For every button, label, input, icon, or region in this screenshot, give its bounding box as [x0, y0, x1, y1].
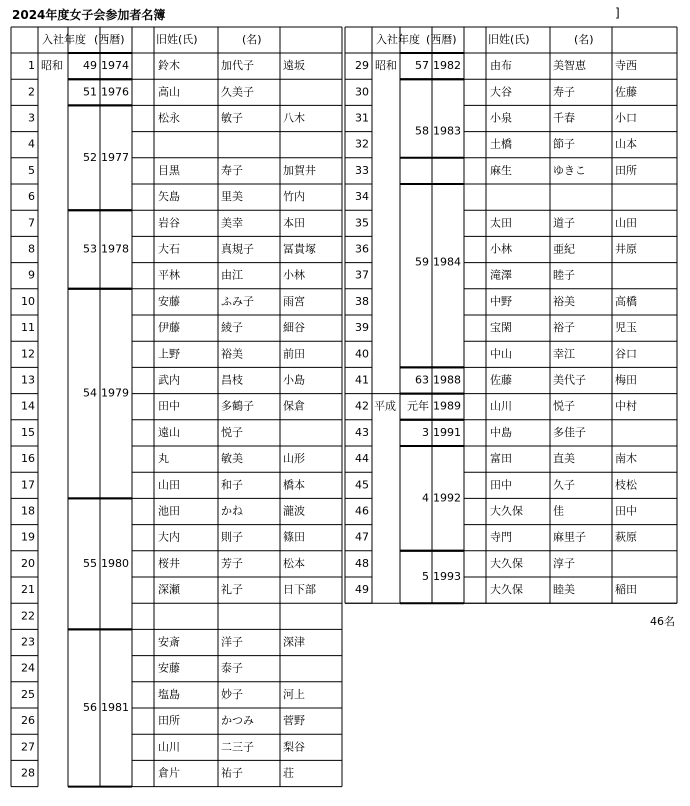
- given-name-cell: 芳子: [221, 556, 243, 570]
- given-name-cell: 和子: [221, 478, 243, 492]
- current-surname-cell: 山本: [615, 137, 637, 151]
- row-number: 12: [21, 347, 35, 361]
- year-western-cell: 1991: [433, 425, 461, 439]
- row-number: 38: [355, 294, 369, 308]
- current-surname-cell: 冨貴塚: [283, 242, 316, 256]
- given-name-cell: 美智恵: [553, 59, 586, 73]
- year-era-cell: 51: [83, 85, 97, 99]
- year-era-cell: 54: [83, 386, 97, 400]
- current-surname-cell: 日下部: [283, 583, 316, 597]
- surname-cell: 目黒: [158, 163, 180, 177]
- surname-cell: 中山: [490, 347, 512, 361]
- page-title: 2024年度女子会参加者名簿: [12, 8, 166, 22]
- row-number: 11: [21, 321, 35, 335]
- current-surname-cell: 稲田: [615, 583, 637, 597]
- row-number: 31: [355, 111, 369, 125]
- current-surname-cell: 菅野: [283, 714, 305, 728]
- current-surname-cell: 井原: [615, 242, 637, 256]
- year-western-cell: 1979: [101, 386, 129, 400]
- row-number: 30: [355, 85, 369, 99]
- surname-cell: 伊藤: [158, 321, 180, 335]
- row-number: 29: [355, 59, 369, 73]
- row-number: 28: [21, 766, 35, 780]
- header-given: (名): [574, 33, 594, 46]
- current-surname-cell: 河上: [283, 687, 305, 701]
- current-surname-cell: 小林: [283, 268, 305, 282]
- current-surname-cell: 梨谷: [283, 740, 305, 754]
- row-number: 9: [28, 268, 35, 282]
- row-number: 24: [21, 661, 35, 675]
- row-number: 8: [28, 242, 35, 256]
- row-number: 22: [21, 609, 35, 623]
- bracket-mark: ]: [615, 6, 620, 20]
- year-western-cell: 1978: [101, 242, 129, 256]
- era-heisei: 平成: [374, 399, 396, 413]
- given-name-cell: 美代子: [553, 373, 586, 387]
- surname-cell: 武内: [158, 373, 180, 387]
- row-number: 21: [21, 583, 35, 597]
- given-name-cell: 寿子: [553, 85, 575, 99]
- given-name-cell: 睦子: [553, 268, 575, 282]
- surname-cell: 田中: [490, 478, 512, 492]
- year-western-cell: 1974: [101, 59, 129, 73]
- surname-cell: 山川: [158, 740, 180, 754]
- surname-cell: 大谷: [490, 85, 512, 99]
- row-number: 33: [355, 163, 369, 177]
- row-number: 4: [28, 137, 35, 151]
- current-surname-cell: 加賀井: [283, 163, 316, 177]
- row-number: 19: [21, 530, 35, 544]
- row-number: 5: [28, 163, 35, 177]
- surname-cell: 佐藤: [490, 373, 512, 387]
- given-name-cell: ゆきこ: [553, 163, 586, 177]
- current-surname-cell: 萩原: [615, 530, 637, 544]
- surname-cell: 松永: [158, 111, 180, 125]
- surname-cell: 富田: [490, 452, 512, 466]
- surname-cell: 由布: [490, 59, 512, 73]
- row-number: 45: [355, 478, 369, 492]
- surname-cell: 丸: [158, 452, 169, 466]
- surname-cell: 小泉: [490, 111, 512, 125]
- year-era-cell: 4: [422, 491, 429, 505]
- year-era-cell: 元年: [407, 399, 429, 413]
- surname-cell: 遠山: [158, 425, 180, 439]
- row-number: 26: [21, 714, 35, 728]
- surname-cell: 矢島: [158, 190, 180, 204]
- given-name-cell: 泰子: [221, 661, 243, 675]
- row-number: 35: [355, 216, 369, 230]
- year-era-cell: 58: [415, 124, 429, 138]
- row-number: 17: [21, 478, 35, 492]
- current-surname-cell: 山形: [283, 452, 305, 466]
- row-number: 10: [21, 294, 35, 308]
- surname-cell: 大久保: [490, 504, 523, 518]
- given-name-cell: 佳: [553, 504, 564, 518]
- year-era-cell: 55: [83, 556, 97, 570]
- current-surname-cell: 小口: [615, 111, 637, 125]
- row-number: 3: [28, 111, 35, 125]
- given-name-cell: 寿子: [221, 163, 243, 177]
- surname-cell: 大内: [158, 530, 180, 544]
- current-surname-cell: 荘: [283, 766, 294, 780]
- row-number: 23: [21, 635, 35, 649]
- total-count: 46名: [650, 615, 675, 628]
- row-number: 37: [355, 268, 369, 282]
- given-name-cell: 裕美: [221, 347, 243, 361]
- surname-cell: 高山: [158, 85, 180, 99]
- given-name-cell: 淳子: [553, 556, 575, 570]
- surname-cell: 滝澤: [490, 268, 512, 282]
- row-number: 36: [355, 242, 369, 256]
- given-name-cell: 二三子: [221, 740, 254, 754]
- era-showa: 昭和: [41, 59, 63, 73]
- given-name-cell: 多鶴子: [221, 399, 254, 413]
- year-western-cell: 1981: [101, 701, 129, 714]
- surname-cell: 上野: [158, 347, 180, 361]
- surname-cell: 土橋: [490, 137, 512, 151]
- row-number: 13: [21, 373, 35, 387]
- year-western-cell: 1984: [433, 255, 461, 269]
- current-surname-cell: 本田: [283, 216, 305, 230]
- surname-cell: 大久保: [490, 556, 523, 570]
- given-name-cell: 多佳子: [553, 425, 586, 439]
- row-number: 49: [355, 583, 369, 597]
- given-name-cell: 礼子: [221, 583, 243, 597]
- current-surname-cell: 橋本: [283, 478, 305, 492]
- current-surname-cell: 児玉: [615, 321, 637, 335]
- current-surname-cell: 高橋: [615, 294, 637, 308]
- given-name-cell: 睦美: [553, 583, 575, 597]
- given-name-cell: 加代子: [221, 59, 254, 73]
- current-surname-cell: 中村: [615, 399, 637, 413]
- row-number: 32: [355, 137, 369, 151]
- current-surname-cell: 田所: [615, 163, 637, 177]
- given-name-cell: 綾子: [221, 321, 243, 335]
- current-surname-cell: 前田: [283, 347, 305, 361]
- row-number: 20: [21, 556, 35, 570]
- year-western-cell: 1988: [433, 373, 461, 387]
- surname-cell: 岩谷: [158, 216, 180, 230]
- given-name-cell: 幸江: [553, 347, 575, 361]
- given-name-cell: 昌枝: [221, 373, 243, 387]
- surname-cell: 桜井: [158, 556, 180, 570]
- given-name-cell: 祐子: [221, 766, 243, 780]
- header-surname: 旧姓(氏): [156, 33, 198, 46]
- row-number: 7: [28, 216, 35, 230]
- given-name-cell: 亜紀: [553, 242, 575, 256]
- row-number: 14: [21, 399, 35, 413]
- given-name-cell: 裕子: [553, 321, 575, 335]
- year-western-cell: 1983: [433, 124, 461, 138]
- year-era-cell: 5: [422, 570, 429, 583]
- row-number: 16: [21, 452, 35, 466]
- row-number: 43: [355, 425, 369, 439]
- surname-cell: 安藤: [158, 294, 180, 308]
- given-name-cell: 則子: [221, 530, 243, 544]
- row-number: 27: [21, 740, 35, 754]
- header-given: (名): [242, 33, 262, 46]
- row-number: 44: [355, 452, 369, 466]
- header-western: (西暦): [94, 33, 125, 46]
- surname-cell: 鈴木: [158, 59, 180, 73]
- given-name-cell: 洋子: [221, 635, 243, 649]
- current-surname-cell: 寺西: [615, 59, 637, 73]
- given-name-cell: 里美: [221, 190, 243, 204]
- given-name-cell: 麻里子: [553, 530, 586, 544]
- given-name-cell: 節子: [553, 137, 575, 151]
- surname-cell: 中野: [490, 294, 512, 308]
- year-western-cell: 1989: [433, 399, 461, 413]
- year-western-cell: 1982: [433, 59, 461, 73]
- current-surname-cell: 遠坂: [283, 59, 305, 73]
- given-name-cell: 千春: [553, 111, 575, 125]
- surname-cell: 深瀬: [158, 583, 180, 597]
- surname-cell: 大石: [158, 242, 180, 256]
- surname-cell: 中島: [490, 425, 512, 439]
- year-era-cell: 56: [83, 701, 97, 714]
- given-name-cell: 美幸: [221, 216, 243, 230]
- current-surname-cell: 小島: [283, 373, 305, 387]
- given-name-cell: 悦子: [221, 425, 243, 439]
- given-name-cell: かつみ: [221, 714, 254, 728]
- given-name-cell: 道子: [553, 216, 575, 230]
- given-name-cell: ふみ子: [221, 294, 254, 308]
- current-surname-cell: 梅田: [615, 373, 637, 387]
- current-surname-cell: 篠田: [283, 530, 305, 544]
- row-number: 39: [355, 321, 369, 335]
- row-number: 41: [355, 373, 369, 387]
- surname-cell: 宝閑: [490, 321, 512, 335]
- year-era-cell: 3: [422, 425, 429, 439]
- year-era-cell: 52: [83, 150, 97, 164]
- surname-cell: 安斎: [158, 635, 180, 649]
- row-number: 18: [21, 504, 35, 518]
- row-number: 34: [355, 190, 369, 204]
- row-number: 42: [355, 399, 369, 413]
- year-western-cell: 1980: [101, 556, 129, 570]
- surname-cell: 大久保: [490, 583, 523, 597]
- row-number: 2: [28, 85, 35, 99]
- row-number: 6: [28, 190, 35, 204]
- era-showa: 昭和: [375, 59, 397, 73]
- surname-cell: 平林: [158, 268, 180, 282]
- given-name-cell: 敏子: [221, 111, 243, 125]
- row-number: 46: [355, 504, 369, 518]
- current-surname-cell: 松本: [283, 556, 305, 570]
- row-number: 47: [355, 530, 369, 544]
- surname-cell: 小林: [490, 242, 512, 256]
- surname-cell: 池田: [158, 504, 180, 518]
- current-surname-cell: 佐藤: [615, 85, 637, 99]
- given-name-cell: 久美子: [221, 85, 254, 99]
- header-surname: 旧姓(氏): [488, 33, 530, 46]
- year-era-cell: 57: [415, 59, 429, 73]
- current-surname-cell: 山田: [615, 216, 637, 230]
- given-name-cell: かね: [221, 504, 243, 518]
- given-name-cell: 由江: [221, 268, 243, 282]
- surname-cell: 山田: [158, 478, 180, 492]
- surname-cell: 塩島: [158, 687, 180, 701]
- given-name-cell: 悦子: [553, 399, 575, 413]
- current-surname-cell: 南木: [615, 452, 637, 466]
- given-name-cell: 裕美: [553, 294, 575, 308]
- current-surname-cell: 細谷: [283, 321, 305, 335]
- current-surname-cell: 田中: [615, 504, 637, 518]
- year-western-cell: 1993: [433, 570, 461, 583]
- year-era-cell: 63: [415, 373, 429, 387]
- header-western: (西暦): [426, 33, 457, 46]
- year-era-cell: 59: [415, 255, 429, 269]
- given-name-cell: 敏美: [221, 452, 243, 466]
- row-number: 15: [21, 425, 35, 439]
- given-name-cell: 直美: [553, 452, 575, 466]
- row-number: 25: [21, 687, 35, 701]
- year-western-cell: 1976: [101, 85, 129, 99]
- current-surname-cell: 保倉: [283, 399, 305, 413]
- row-number: 40: [355, 347, 369, 361]
- surname-cell: 田所: [158, 714, 180, 728]
- year-era-cell: 49: [83, 59, 97, 73]
- year-western-cell: 1977: [101, 150, 129, 164]
- current-surname-cell: 八木: [283, 111, 305, 125]
- given-name-cell: 妙子: [221, 687, 243, 701]
- given-name-cell: 久子: [553, 478, 575, 492]
- given-name-cell: 真規子: [221, 242, 254, 256]
- surname-cell: 山川: [490, 399, 512, 413]
- row-number: 48: [355, 556, 369, 570]
- surname-cell: 麻生: [490, 163, 512, 177]
- year-era-cell: 53: [83, 242, 97, 256]
- current-surname-cell: 深津: [283, 635, 305, 649]
- surname-cell: 倉片: [158, 766, 180, 780]
- current-surname-cell: 枝松: [615, 478, 637, 492]
- surname-cell: 安藤: [158, 661, 180, 675]
- row-number: 1: [28, 59, 35, 73]
- header-year: 入社年度: [42, 33, 86, 46]
- surname-cell: 太田: [490, 216, 512, 230]
- current-surname-cell: 竹内: [283, 190, 305, 204]
- current-surname-cell: 谷口: [615, 347, 637, 361]
- current-surname-cell: 瀧波: [283, 504, 305, 518]
- header-year: 入社年度: [376, 33, 420, 46]
- current-surname-cell: 雨宮: [283, 294, 305, 308]
- surname-cell: 田中: [158, 399, 180, 413]
- year-western-cell: 1992: [433, 491, 461, 505]
- surname-cell: 寺門: [490, 530, 512, 544]
